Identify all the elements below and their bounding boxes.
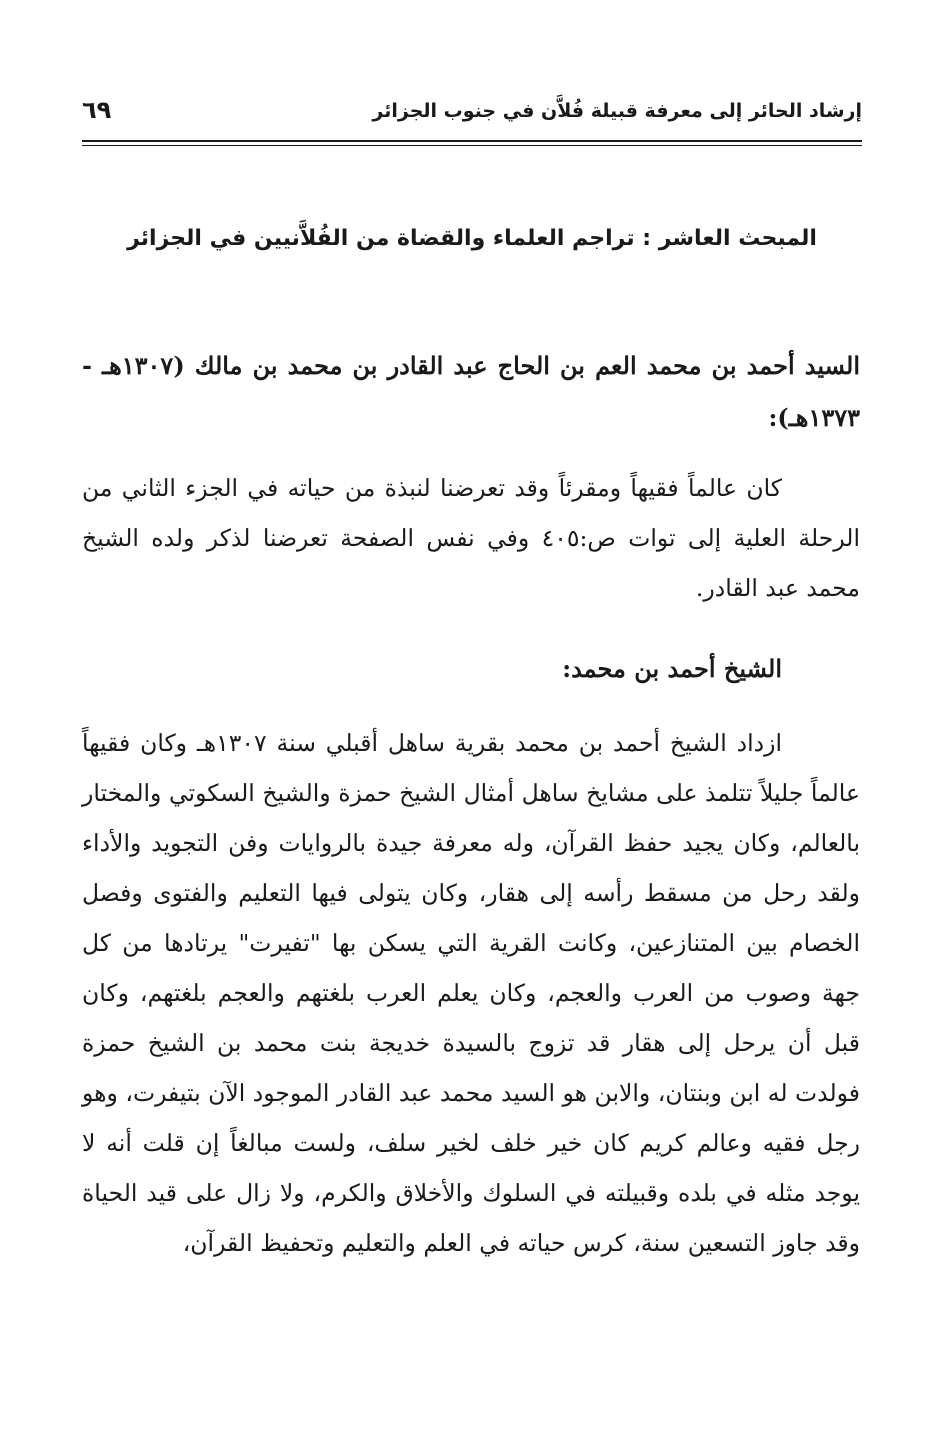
running-header	[82, 96, 862, 136]
biography-title: السيد أحمد بن محمد العم بن الحاج عبد القادر بن محمد بن مالك (١٣٠٧هـ - ١٣٧٣هـ):	[82, 351, 860, 432]
biography-paragraph: كان عالماً فقيهاً ومقرئاً وقد تعرضنا لنبذة من حياته في الجزء الثاني من الرحلة العلية إلى توات ص:٤٠٥ وفي نفس الصفحة تعرضنا لذكر ولده الشيخ محمد عبد القادر.	[82, 474, 860, 602]
page-number: ٦٩	[82, 96, 112, 124]
header-rule-thin	[82, 145, 862, 146]
section-heading: المبحث العاشر : تراجم العلماء والقضاة من الفُلاَّنيين في الجزائر	[127, 226, 817, 251]
header-rule-thick	[82, 140, 862, 142]
running-title: إرشاد الحائر إلى معرفة قبيلة فُلاَّن في جنوب الجزائر	[372, 100, 862, 122]
subsection-paragraph: ازداد الشيخ أحمد بن محمد بقرية ساهل أقبلي سنة ١٣٠٧هـ وكان فقيهاً عالماً جليلاً تتلمذ على مشايخ ساهل أمثال الشيخ حمزة والشيخ السكوتي والمختار بالعالم، وكان يجيد حفظ القرآن، وله معرفة جيدة بالروايات وفن التجويد والأداء ولقد رحل من مسقط رأسه إلى هقار، وكان يتولى فيها التعليم والفتوى وفصل الخصام بين المتنازعين، وكانت القرية التي يسكن بها "تفيرت" يرتادها من كل جهة وصوب من العرب والعجم، وكان يعلم العرب بلغتهم والعجم بلغتهم، وكان قبل أن يرحل إلى هقار قد تزوج بالسيدة خديجة بنت محمد بن الشيخ حمزة فولدت له ابن وبنتان، والابن هو السيد محمد عبد القادر الموجود الآن بتيفرت، وهو رجل فقيه وعالم كريم كان خير خلف لخير سلف، ولست مبالغاً إن قلت أنه لا يوجد مثله في بلده وقبيلته في السلوك والأخلاق والكرم، ولا زال على قيد الحياة وقد جاوز التسعين سنة، كرس حياته في العلم والتعليم وتحفيظ القرآن،	[82, 729, 860, 1257]
subsection-heading: الشيخ أحمد بن محمد:	[562, 654, 782, 683]
